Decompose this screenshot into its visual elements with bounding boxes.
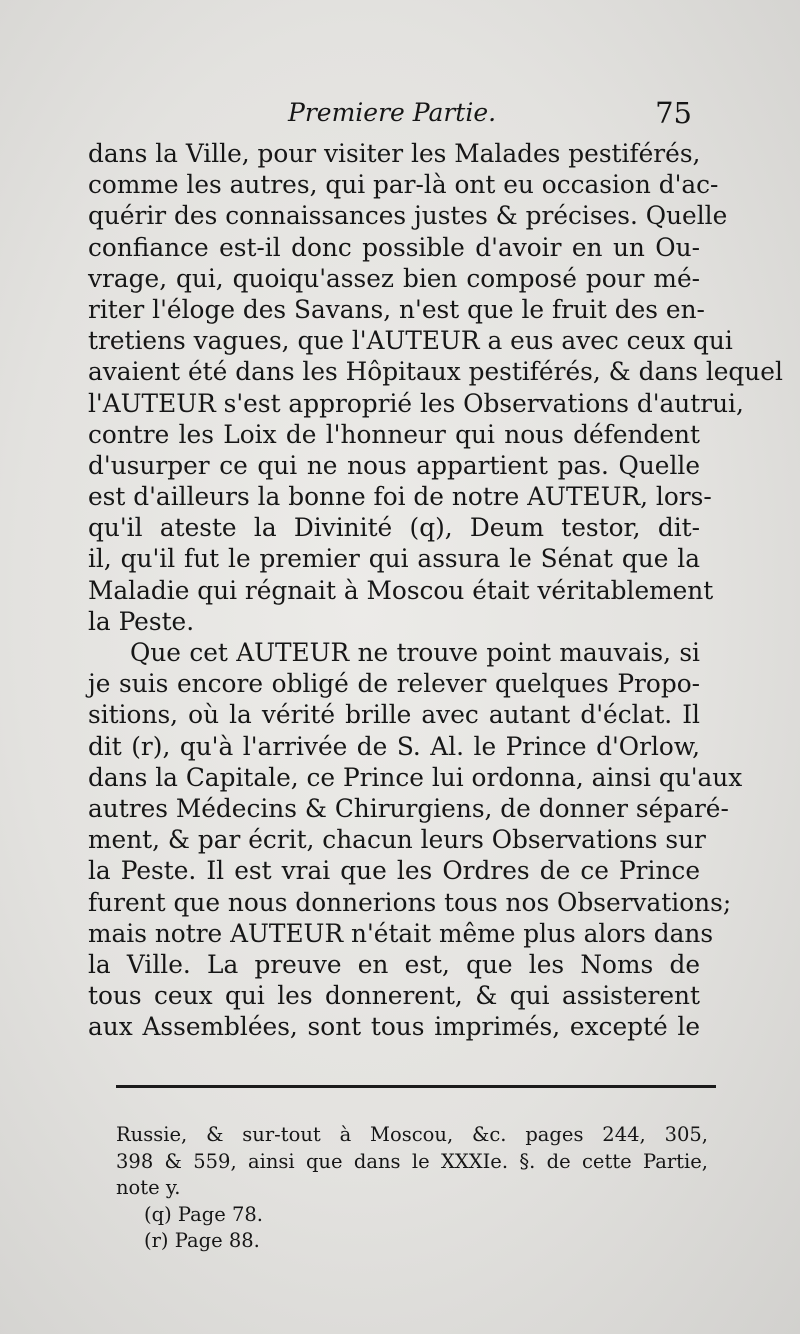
page-header [288,98,692,138]
footnote-line: (r) Page 88. [144,1229,260,1252]
text-line: quérir des connaissances justes & précises. Quelle [88,201,728,231]
footnotes [116,1122,708,1255]
text-line: mais notre AUTEUR n'était même plus alors dans [88,918,714,948]
footnote-line: (q) Page 78. [144,1202,263,1226]
text-line: est d'ailleurs la bonne foi de notre AUTEUR, lors- [88,482,712,512]
footnote-line: Russie, & sur-tout à Moscou, &c. pages 244, 305, [116,1123,708,1146]
text-line: l'AUTEUR s'est approprié les Observations d'autrui, [88,388,744,418]
text-line: je suis encore obligé de relever quelques Propo- [88,669,700,699]
footnote-rule [116,1085,716,1088]
text-line: furent que nous donnerions tous nos Observations; [88,887,732,917]
text-line: Maladie qui régnait à Moscou était véritablement [88,575,714,605]
text-line: avaient été dans les Hôpitaux pestiférés, & dans lequel [88,357,783,387]
text-line: la Peste. [88,606,195,636]
text-line: dans la Capitale, ce Prince lui ordonna, ainsi qu'aux [88,762,743,792]
text-line: la Ville. La preuve en est, que les Noms de [88,949,700,979]
text-line: sitions, où la vérité brille avec autant d'éclat. Il [88,700,700,730]
running-head: Premiere Partie. [288,98,497,127]
text-line: Que cet AUTEUR ne trouve point mauvais, si [130,638,700,667]
text-line: dit (r), qu'à l'arrivée de S. Al. le Prince d'Orlow, [88,731,700,761]
text-line: tretiens vagues, que l'AUTEUR a eus avec ceux qui [88,326,733,356]
footnote-line: 398 & 559, ainsi que dans le XXXIe. §. de cette Partie, [116,1149,708,1173]
body-text [88,138,783,1042]
text-line: tous ceux qui les donnerent, & qui assisterent [88,981,700,1011]
text-line: aux Assemblées, sont tous imprimés, excepté le [88,1012,700,1042]
text-line: il, qu'il fut le premier qui assura le Sénat que la [88,544,700,574]
text-line: qu'il ateste la Divinité (q), Deum testor, dit- [88,513,700,543]
text-line: la Peste. Il est vrai que les Ordres de ce Prince [88,856,700,886]
text-line: d'usurper ce qui ne nous appartient pas. Quelle [88,450,700,480]
text-line: vrage, qui, quoiqu'assez bien composé pour mé- [88,263,700,293]
text-line: confiance est-il donc possible d'avoir en un Ou- [88,232,700,262]
footnote-line: note y. [116,1176,181,1199]
page-number: 75 [655,96,692,130]
text-line: autres Médecins & Chirurgiens, de donner séparé- [88,793,729,823]
text-line: riter l'éloge des Savans, n'est que le fruit des en- [88,294,705,324]
text-line: dans la Ville, pour visiter les Malades pestiférés, [88,139,701,168]
text-line: ment, & par écrit, chacun leurs Observations sur [88,825,706,855]
text-line: comme les autres, qui par-là ont eu occasion d'ac- [88,170,719,200]
text-line: contre les Loix de l'honneur qui nous défendent [88,419,700,449]
